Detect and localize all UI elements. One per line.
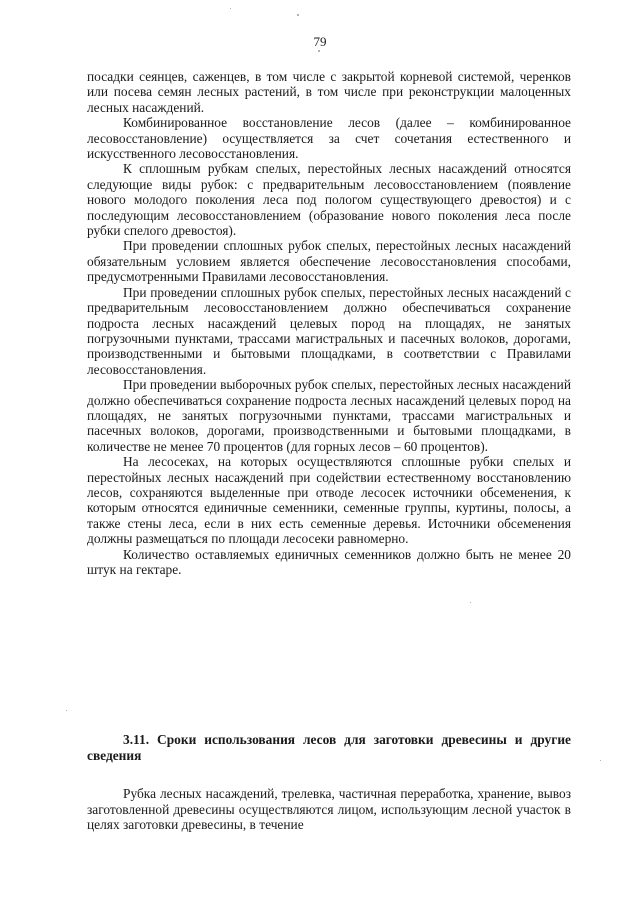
paragraph-8: Количество оставляемых единичных семенников должно быть не менее 20 штук на гектаре. — [87, 546, 571, 577]
paragraph-9: Рубка лесных насаждений, трелевка, частичная переработка, хранение, вывоз заготовленной древесины осуществляются лицом, использующим лесной участок в целях заготовки древесины, в течение — [87, 786, 571, 833]
paragraph-1: посадки сеянцев, саженцев, в том числе с закрытой корневой системой, черенков или посева семян лесных растений, в том числе при реконструкции малоценных лесных насаждений. — [87, 69, 571, 115]
scan-speck — [470, 602, 471, 603]
body-text — [87, 69, 571, 577]
scan-speck — [297, 14, 299, 16]
scan-speck — [66, 710, 67, 711]
paragraph-5: При проведении сплошных рубок спелых, перестойных лесных насаждений с предварительным лесовосстановлением должно обеспечиваться сохранение подроста лесных насаждений целевых пород на площадях, не занятых погрузочными пунктами, трассами магистральных и пасечных волоков, дорогами, производственными и бытовыми площадками, в соответствии с Правилами лесовосстановления. — [87, 284, 571, 377]
paragraph-7: На лесосеках, на которых осуществляются сплошные рубки спелых и перестойных лесных насаждений при содействии естественному восстановлению лесов, сохраняются выделенные при отводе лесосек источники обсеменения, к которым относятся единичные семенники, семенные группы, куртины, полосы, а также стены леса, если в них есть семенные деревья. Источники обсеменения должны размещаться по площади лесосеки равномерно. — [87, 454, 571, 547]
scan-speck — [230, 8, 231, 9]
scan-speck — [600, 760, 601, 761]
tail-text — [87, 786, 571, 833]
scan-speck — [318, 50, 320, 52]
paragraph-4: При проведении сплошных рубок спелых, перестойных лесных насаждений обязательным условием является обеспечение лесовосстановления способами, предусмотренными Правилами лесовосстановления. — [87, 238, 571, 285]
section-heading: 3.11. Сроки использования лесов для заготовки древесины и другие сведения — [87, 732, 571, 763]
paragraph-2: Комбинированное восстановление лесов (далее – комбинированное лесовосстановление) осуществляется за счет сочетания естественного и искусственного лесовосстановления. — [87, 115, 571, 162]
paragraph-3: К сплошным рубкам спелых, перестойных лесных насаждений относятся следующие виды рубок: с предварительным лесовосстановлением (появление нового молодого поколения леса под пологом существующего древостоя) и с последующим лесовосстановлением (образование нового поколения леса после рубки спелого древостоя). — [87, 161, 571, 239]
paragraph-6: При проведении выборочных рубок спелых, перестойных лесных насаждений должно обеспечиваться сохранение подроста лесных насаждений целевых пород на площадях, не занятых погрузочными пунктами, трассами магистральных и пасечных волоков, дорогами, производственными и бытовыми площадками, в количестве не менее 70 процентов (для горных лесов – 60 процентов). — [87, 377, 571, 454]
page-number: 79 — [313, 34, 327, 49]
